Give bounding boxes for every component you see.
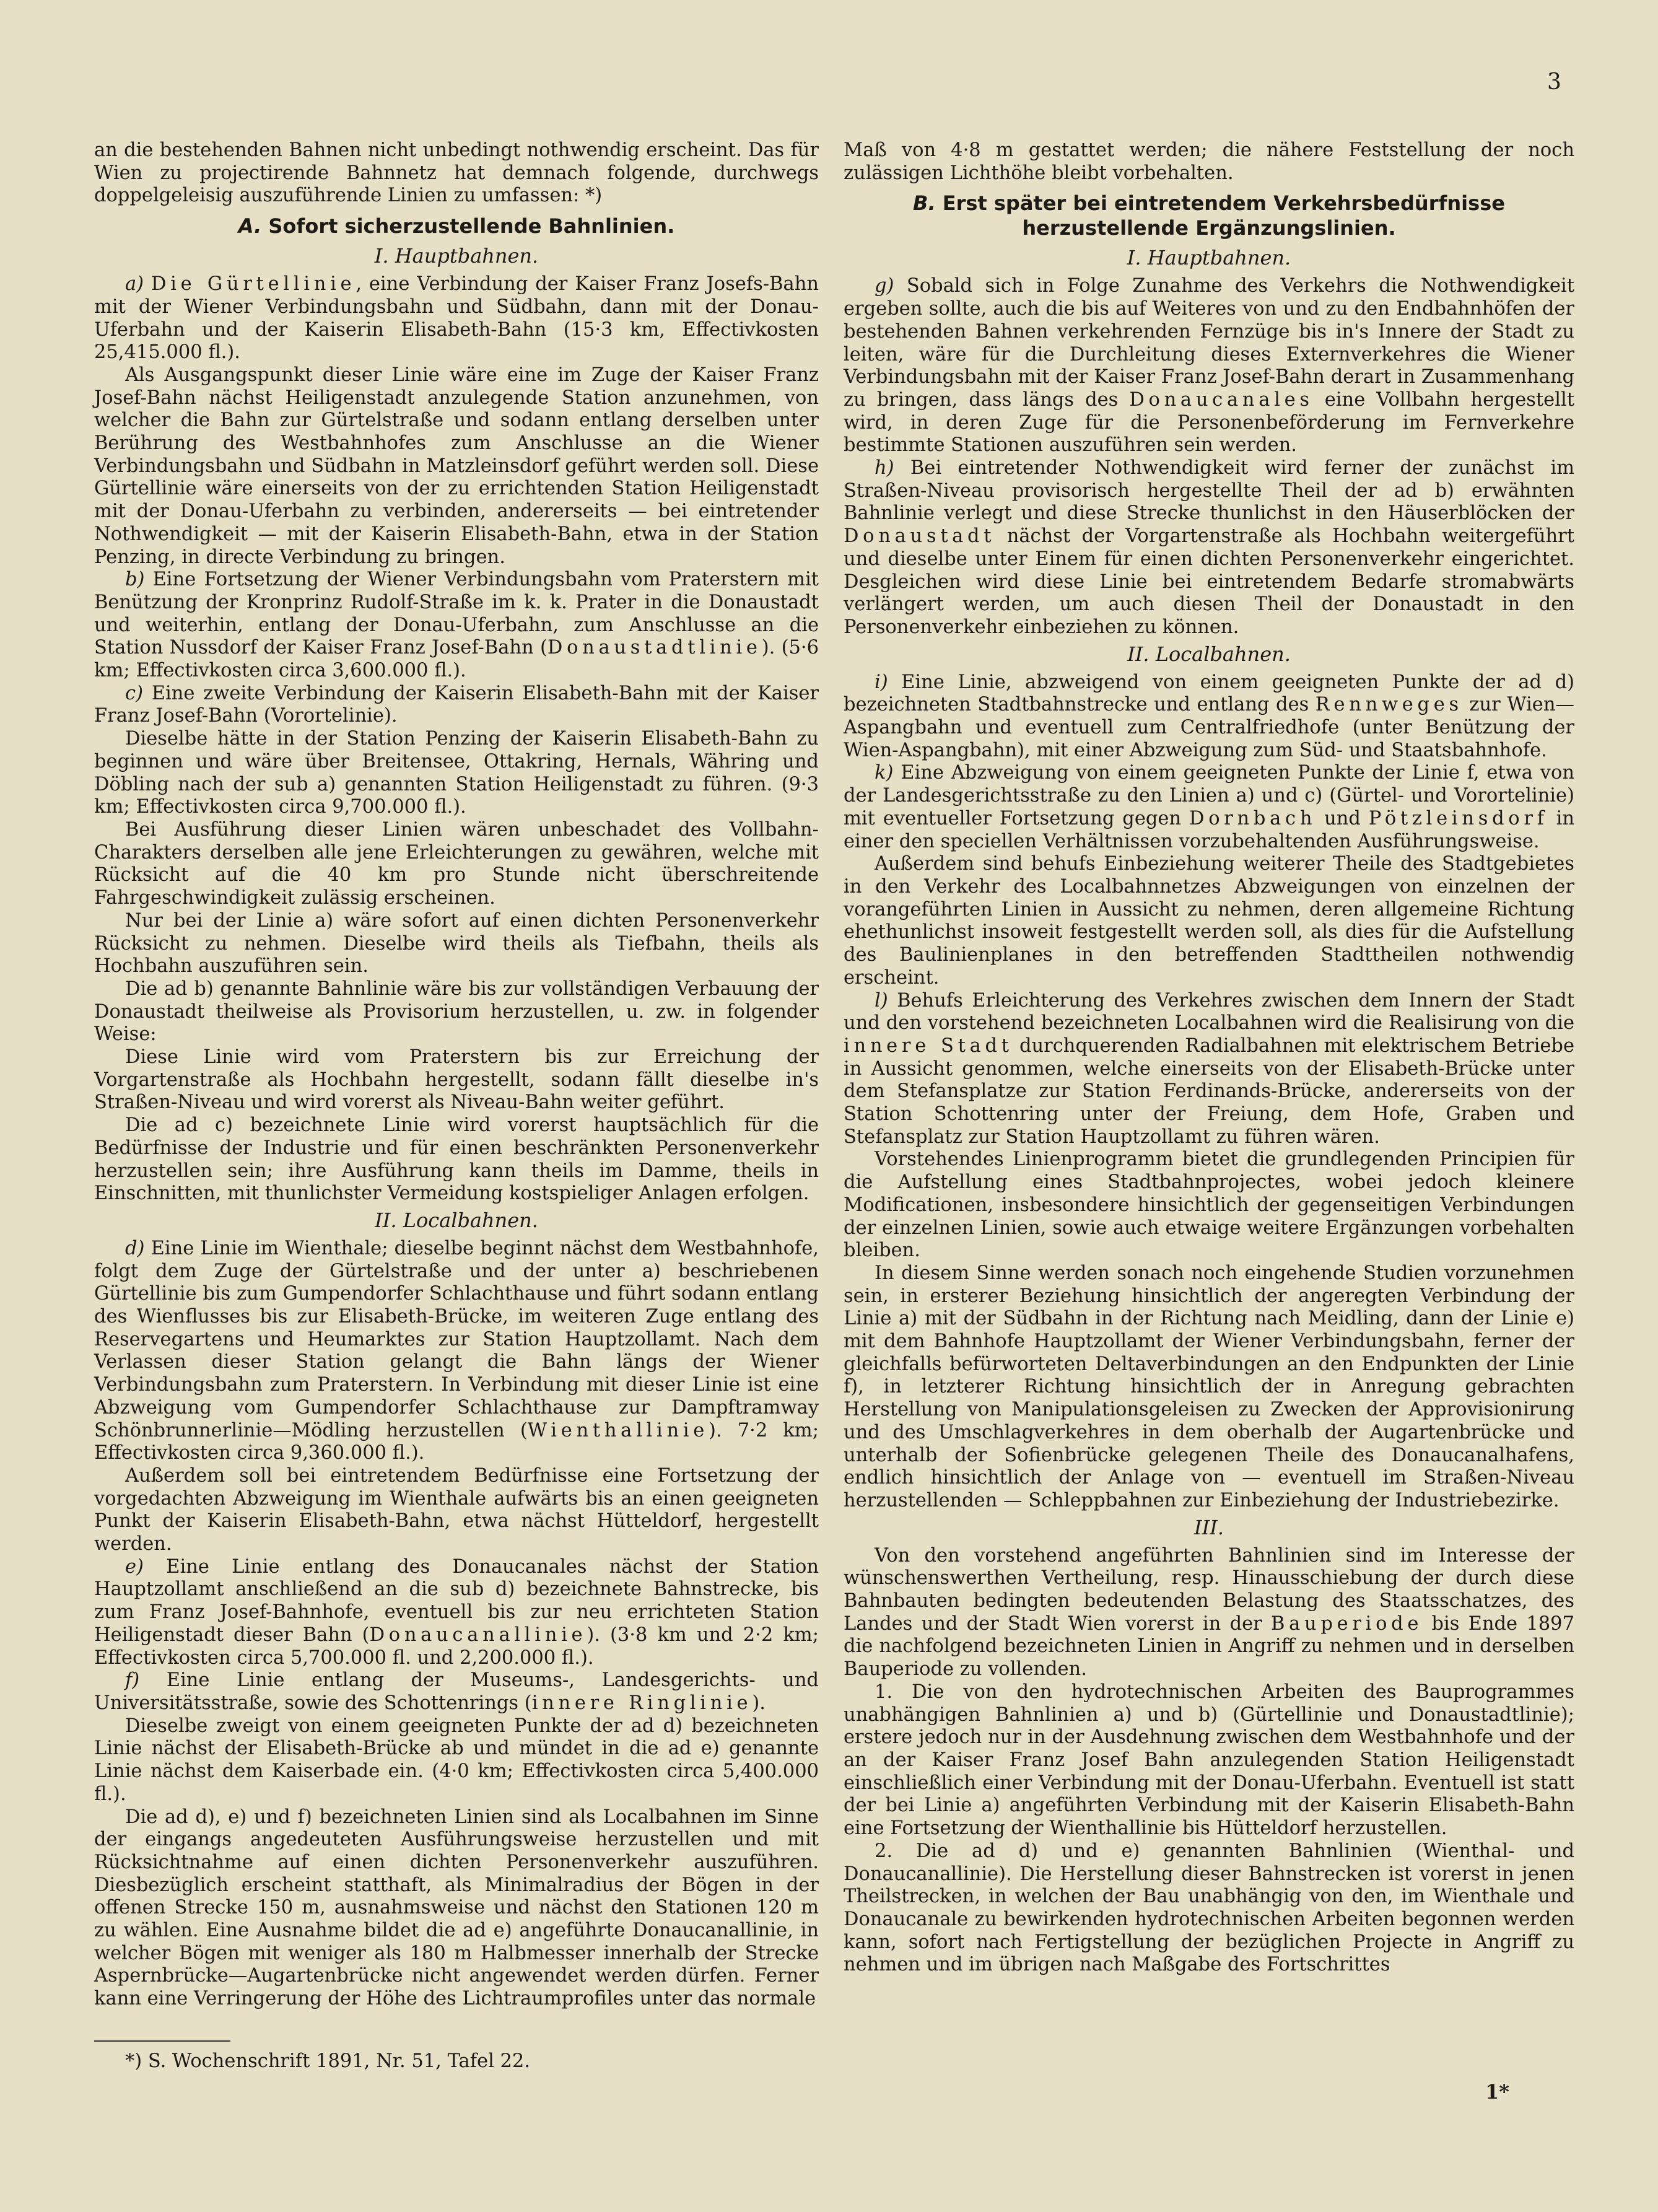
item-label: c) [125, 682, 143, 704]
paragraph-h [844, 457, 1574, 639]
line-name: innere Stadt [844, 1034, 1013, 1057]
paragraph: Die ad b) genannte Bahnlinie wäre bis zur vollständigen Verbauung der Donaustadt theilweise als Provisorium herzustellen, u. zw. in folgender Weise: [94, 977, 819, 1046]
subheading-localbahnen: II. Localbahnen. [1127, 642, 1291, 666]
paragraph: Dieselbe hätte in der Station Penzing der Kaiserin Elisabeth-Bahn zu beginnen und wäre über Breitensee, Ottakring, Hernals, Währing und Döbling nach der sub a) genannten Station Heiligenstadt zu führen. (9·3 km; Effectivkosten circa 9,700.000 fl.). [94, 728, 819, 818]
paragraph: Die ad c) bezeichnete Linie wird vorerst hauptsächlich für die Bedürfnisse der Industrie und für einen beschränkten Personenverkehr herzustellen sein; ihre Ausführung kann theils im Damme, theils in Einschnitten, mit thunlichster Vermeidung kostspieliger Anlagen erfolgen. [94, 1114, 819, 1205]
page-number: 3 [1547, 69, 1561, 95]
paragraph-c [94, 683, 819, 728]
footnote-divider [94, 2040, 230, 2042]
section-a-heading [94, 214, 819, 238]
paragraph-text: in einer den speciellen Verhältnissen vorzubehaltenden Ausführungsweise. [844, 807, 1575, 852]
right-column [844, 139, 1574, 1977]
item-label: l) [875, 989, 888, 1012]
paragraph: 1. Die von den hydrotechnischen Arbeiten des Bauprogrammes unabhängigen Bahnlinien a) und b) (Gürtellinie und Donaustadtlinie); erstere jedoch nur in der Ausdehnung zwischen dem Westbahnhofe und der an der Kaiser Franz Josef Bahn anzulegenden Station Heiligenstadt einschließlich einer Verbindung mit der Donau-Uferbahn. Eventuell ist statt der bei Linie a) angeführten Verbindung mit der Kaiserin Elisabeth-Bahn eine Fortsetzung der Wienthallinie bis Hütteldorf herzustellen. [844, 1681, 1574, 1840]
subheading-hauptbahnen: I. Hauptbahnen. [1127, 246, 1291, 270]
paragraph-a [94, 273, 819, 364]
paragraph-text: Eine Linie entlang der Museums-, Landesgerichts- und Universitätsstraße, sowie des Schottenrings ( [94, 1669, 819, 1714]
paragraph-text: und [1316, 807, 1369, 829]
item-label: e) [125, 1555, 144, 1578]
paragraph-text: ). 7·2 km; Effectivkosten circa 9,360.000 fl.). [94, 1419, 819, 1464]
paragraph-text: nächst der Vorgartenstraße als Hochbahn weitergeführt und dieselbe unter Einem für einen dichten Personenverkehr eingerichtet. Desgleichen wird diese Linie bei eintretendem Bedarfe stromabwärts verlängert werden, um auch diesen Theil der Donaustadt in den Personenverkehr einbeziehen zu können. [844, 525, 1574, 638]
paragraph: Vorstehendes Linienprogramm bietet die grundlegenden Principien für die Aufstellung eines Stadtbahnprojectes, wobei jedoch kleinere Modificationen, insbesondere hinsichtlich der gegenseitigen Verbindungen der einzelnen Linien, sowie auch etwaige weitere Ergänzungen vorbehalten bleiben. [844, 1148, 1574, 1262]
line-name: innere Ringlinie [531, 1692, 753, 1714]
subheading-hauptbahnen: I. Hauptbahnen. [374, 244, 539, 268]
section-title: Erst später bei eintretendem Verkehrsbedürfnisse herzustellende Ergänzungslinien. [942, 191, 1505, 240]
paragraph: Die ad d), e) und f) bezeichneten Linien sind als Localbahnen im Sinne der eingangs angedeuteten Ausführungsweise herzustellen und mit Rücksichtnahme auf einen dichten Personenverkehr auszuführen. Diesbezüglich erscheint statthaft, als Minimalradius der Bögen in der offenen Strecke 150 m, ausnahmsweise und nächst den Stationen 120 m zu wählen. Eine Ausnahme bildet die ad e) angeführte Donaucanallinie, in welcher Bögen mit weniger als 180 m Halbmesser innerhalb der Strecke Aspernbrücke—Augartenbrücke nicht angewendet werden dürfen. Ferner kann eine Verringerung der Höhe des Lichtraumprofiles unter das normale [94, 1806, 819, 2010]
line-name: Wienthallinie [527, 1419, 709, 1441]
signature-mark: 1* [1485, 2080, 1509, 2104]
paragraph-k [844, 762, 1574, 853]
paragraph-text: bis Ende 1897 die nachfolgend bezeichneten Linien in Angriff zu nehmen und in derselben Bauperiode zu vollenden. [844, 1612, 1574, 1681]
paragraph-text: durchquerenden Radialbahnen mit elektrischem Betriebe in Aussicht genommen, welche einerseits von der Elisabeth-Brücke unter dem Stefansplatze zur Station Ferdinands-Brücke, andererseits von der Station Schottenring unter der Freiung, dem Hofe, Graben und Stefansplatz zur Station Hauptzollamt zu führen wären. [844, 1034, 1575, 1148]
paragraph-text: ). (3·8 km und 2·2 km; Effectivkosten circa 5,700.000 fl. und 2,200.000 fl.). [94, 1624, 819, 1669]
paragraph-b [94, 569, 819, 683]
paragraph-text: ). [752, 1692, 766, 1714]
line-name: Donaustadtlinie [547, 637, 762, 659]
paragraph-text: eine Vollbahn hergestellt wird, in deren Zuge für die Personenbeförderung im Fernverkehre bestimmte Stationen auszuführen sein werden. [844, 388, 1574, 457]
paragraph-text: Behufs Erleichterung des Verkehres zwischen dem Innern der Stadt und den vorstehend bezeichneten Localbahnen wird die Realisirung von die [844, 989, 1574, 1034]
subheading-localbahnen: II. Localbahnen. [375, 1208, 538, 1232]
line-name: Donaustadt [844, 525, 996, 548]
paragraph-text: ). (5·6 km; Effectivkosten circa 3,600.000 fl.). [94, 637, 819, 682]
line-name: Bauperiode [1270, 1612, 1423, 1635]
line-name: Pötzleinsdorf [1368, 807, 1548, 829]
paragraph-l [844, 990, 1574, 1149]
paragraph-text: Bei eintretender Nothwendigkeit wird ferner der zunächst im Straßen-Niveau provisorisch hergestellte Theil der ad b) erwähnten Bahnlinie verlegt und diese Strecke thunlichst in den Häuserblöcken der [844, 457, 1574, 525]
paragraph: Als Ausgangspunkt dieser Linie wäre eine im Zuge der Kaiser Franz Josef-Bahn nächst Heiligenstadt anzulegende Station anzunehmen, von welcher die Bahn zur Gürtelstraße und sodann entlang derselben unter Berührung des Westbahnhofes zum Anschlusse an die Wiener Verbindungsbahn und Südbahn in Matzleinsdorf geführt werden soll. Diese Gürtellinie wäre einerseits von der zu errichtenden Station Heiligenstadt mit der Donau-Uferbahn zu verbinden, andererseits — bei eintretender Nothwendigkeit — mit der Kaiserin Elisabeth-Bahn, etwa in der Station Penzing, in directe Verbindung zu bringen. [94, 364, 819, 568]
paragraph-f [94, 1669, 819, 1715]
line-name: Donaucanallinie [369, 1624, 587, 1646]
line-name: Donaucanales [1129, 388, 1314, 411]
item-label: i) [875, 671, 888, 693]
paragraph-g [844, 275, 1574, 457]
paragraph-text: Eine Abzweigung von einem geeigneten Punkte der Linie f, etwa von der Landesgerichtsstraße zu den Linien a) und c) (Gürtel- und Vorortelinie) mit eventueller Fortsetzung gegen [844, 762, 1574, 829]
line-name: Dornbach [1189, 807, 1317, 829]
item-label: k) [875, 762, 894, 784]
paragraph-text: Von den vorstehend angeführten Bahnlinien sind im Interesse der wünschenswerthen Vertheilung, resp. Hinausschiebung der durch diese Bahnbauten bedingten bedeutenden Belastung des Staatsschatzes, des Landes und der Stadt Wien vorerst in der [844, 1544, 1574, 1635]
paragraph-text: zur Wien—Aspangbahn und eventuell zum Centralfriedhofe (unter Benützung der Wien-Aspangbahn), mit einer Abzweigung zum Süd- und Staatsbahnhofe. [844, 694, 1574, 761]
paragraph-iii [844, 1545, 1574, 1681]
subheading-iii: III. [1193, 1515, 1224, 1539]
paragraph-text: Eine Linie, abzweigend von einem geeigneten Punkte der ad d) bezeichneten Stadtbahnstrecke und entlang des [844, 671, 1574, 716]
paragraph: an die bestehenden Bahnen nicht unbedingt nothwendig erscheint. Das für Wien zu projectirende Bahnnetz hat demnach folgende, durchwegs doppelgeleisig auszuführende Linien zu umfassen: *) [94, 139, 819, 207]
section-letter: B. [913, 191, 936, 216]
paragraph-i [844, 671, 1574, 763]
paragraph: In diesem Sinne werden sonach noch eingehende Studien vorzunehmen sein, in ersterer Beziehung hinsichtlich der angeregten Verbindung der Linie a) mit der Südbahn in der Richtung nach Meidling, dann der Linie e) mit dem Bahnhofe Hauptzollamt der Wiener Verbindungsbahn, ferner der gleichfalls befürworteten Deltaverbindungen an den Endpunkten der Linie f), in letzterer Richtung hinsichtlich der in Anregung gebrachten Herstellung von Manipulationsgeleisen zu Zwecken der Approvisionirung und des Umschlagverkehres in dem oberhalb der Augartenbrücke und unterhalb der Sofienbrücke gelegenen Theile des Donaucanalhafens, endlich hinsichtlich der Anlage von — eventuell im Straßen-Niveau herzustellenden — Schleppbahnen zur Einbeziehung der Industriebezirke. [844, 1262, 1574, 1511]
paragraph-text: Eine Fortsetzung der Wiener Verbindungsbahn vom Praterstern mit Benützung der Kronprinz Rudolf-Straße im k. k. Prater in die Donaustadt und weiterhin, entlang der Donau-Uferbahn, zum Anschlusse an die Station Nussdorf der Kaiser Franz Josef-Bahn ( [94, 569, 819, 659]
line-name: Die Gürtellinie [151, 273, 356, 295]
item-label: a) [125, 273, 144, 295]
left-column [94, 139, 819, 2073]
footnote: *) S. Wochenschrift 1891, Nr. 51, Tafel 22. [125, 2050, 531, 2072]
paragraph: Diese Linie wird vom Praterstern bis zur Erreichung der Vorgartenstraße als Hochbahn hergestellt, sodann fällt dieselbe in's Straßen-Niveau und wird vorerst als Niveau-Bahn weiter geführt. [94, 1046, 819, 1114]
section-title: Sofort sicherzustellende Bahnlinien. [268, 214, 675, 238]
paragraph-text: , eine Verbindung der Kaiser Franz Josefs-Bahn mit der Wiener Verbindungsbahn und Südbahn, dann mit der Donau-Uferbahn und der Kaiserin Elisabeth-Bahn (15·3 km, Effectivkosten 25,415.000 fl.). [94, 273, 819, 364]
item-label: d) [125, 1237, 145, 1259]
paragraph: Dieselbe zweigt von einem geeigneten Punkte der ad d) bezeichneten Linie nächst der Elisabeth-Brücke ab und mündet in die ad e) genannte Linie nächst dem Kaiserbade ein. (4·0 km; Effectivkosten circa 5,400.000 fl.). [94, 1715, 819, 1805]
paragraph: 2. Die ad d) und e) genannten Bahnlinien (Wienthal- und Donaucanallinie). Die Herstellung dieser Bahnstrecken ist vorerst in jenen Theilstrecken, in welchen der Bau unabhängig von den, im Wienthale und Donaucanale zu bewirkenden hydrotechnischen Arbeiten begonnen werden kann, sofort nach Fertigstellung der bezüglichen Projecte in Angriff zu nehmen und im übrigen nach Maßgabe des Fortschrittes [844, 1840, 1574, 1976]
section-b-heading [844, 191, 1574, 240]
paragraph: Bei Ausführung dieser Linien wären unbeschadet des Vollbahn-Charakters derselben alle jene Erleichterungen zu gewähren, welche mit Rücksicht auf die 40 km pro Stunde nicht überschreitende Fahrgeschwindigkeit zulässig erscheinen. [94, 818, 819, 909]
item-label: h) [875, 457, 894, 479]
paragraph: Außerdem soll bei eintretendem Bedürfnisse eine Fortsetzung der vorgedachten Abzweigung im Wienthale aufwärts bis an einen geeigneten Punkt der Kaiserin Elisabeth-Bahn, etwa nächst Hütteldorf, hergestellt werden. [94, 1464, 819, 1555]
paragraph: Außerdem sind behufs Einbeziehung weiterer Theile des Stadtgebietes in den Verkehr des Localbahnnetzes Abzweigungen von einzelnen der vorangeführten Linien in Aussicht zu nehmen, deren allgemeine Richtung ehethunlichst insoweit festgestellt werden soll, als dies für die Aufstellung des Baulinienplanes in den betreffenden Stadttheilen nothwendig erscheint. [844, 853, 1574, 989]
line-name: Rennweges [1315, 694, 1463, 716]
paragraph: Nur bei der Linie a) wäre sofort auf einen dichten Personenverkehr Rücksicht zu nehmen. Dieselbe wird theils als Tiefbahn, theils als Hochbahn auszuführen sein. [94, 909, 819, 977]
paragraph-e [94, 1556, 819, 1670]
paragraph-text: Eine Linie entlang des Donaucanales nächst der Station Hauptzollamt anschließend an die sub d) bezeichnete Bahnstrecke, bis zum Franz Josef-Bahnhofe, eventuell bis zur neu errichteten Station Heiligenstadt dieser Bahn ( [94, 1555, 819, 1646]
item-label: b) [125, 569, 145, 591]
paragraph-d [94, 1238, 819, 1465]
item-label: g) [875, 275, 894, 297]
paragraph-text: Eine zweite Verbindung der Kaiserin Elisabeth-Bahn mit der Kaiser Franz Josef-Bahn (Vorortelinie). [94, 682, 819, 727]
paragraph-text: Sobald sich in Folge Zunahme des Verkehrs die Nothwendigkeit ergeben sollte, auch die bis auf Weiteres von und zu den Endbahnhöfen der bestehenden Bahnen verkehrenden Fernzüge bis in's Innere der Stadt zu leiten, wäre für die Durchleitung dieses Externverkehres die Wiener Verbindungsbahn mit der Kaiser Franz Josef-Bahn derart in Zusammenhang zu bringen, dass längs des [844, 275, 1574, 411]
section-letter: A. [238, 214, 262, 238]
paragraph: Maß von 4·8 m gestattet werden; die nähere Feststellung der noch zulässigen Lichthöhe bleibt vorbehalten. [844, 139, 1574, 184]
item-label: f) [125, 1669, 140, 1692]
paragraph-text: Eine Linie im Wienthale; dieselbe beginnt nächst dem Westbahnhofe, folgt dem Zuge der Gürtelstraße und der unter a) beschriebenen Gürtellinie bis zum Gumpendorfer Schlachthause und führt sodann entlang des Wienflusses bis zur Elisabeth-Brücke, im weiteren Zuge entlang des Reservegartens und Heumarktes zur Station Hauptzollamt. Nach dem Verlassen dieser Station gelangt die Bahn längs der Wiener Verbindungsbahn zum Praterstern. In Verbindung mit dieser Linie ist eine Abzweigung vom Gumpendorfer Schlachthause zur Dampftramway Schönbrunnerlinie—Mödling herzustellen ( [94, 1237, 819, 1441]
